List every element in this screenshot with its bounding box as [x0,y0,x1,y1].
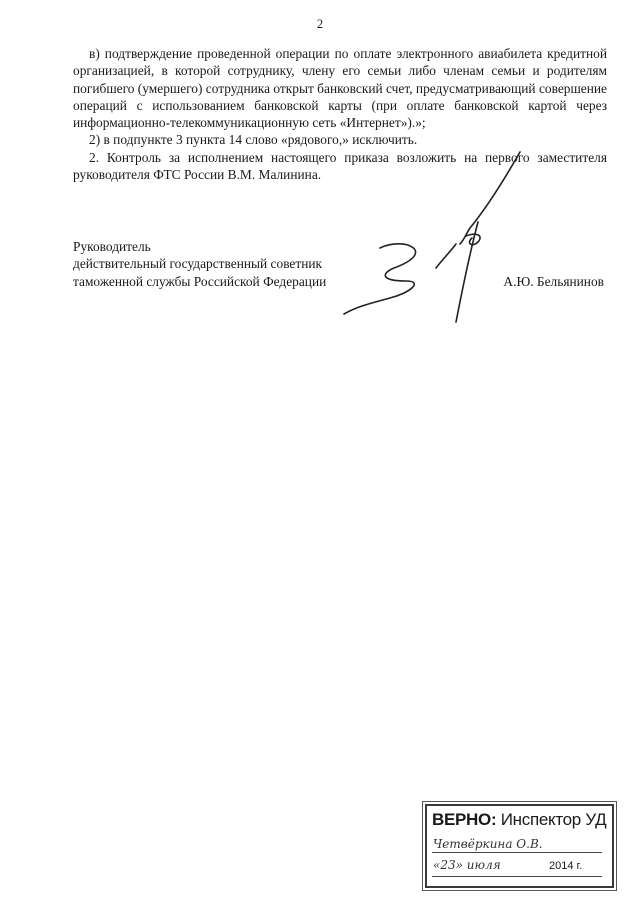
stamp-underline [432,876,602,877]
stamp-verified-label: ВЕРНО: [432,810,497,829]
stamp-date-month: июля [466,858,501,872]
paragraph-control: 2. Контроль за исполнением настоящего приказа возложить на первого заместителя руководителя ФТС России В.М. Малинина. [73,149,607,183]
stamp-underline [432,852,602,853]
stamp-date [433,858,501,872]
page-number: 2 [316,17,324,31]
stamp-year: 2014 г. [549,860,583,872]
signatory-name: А.Ю. Бельянинов [503,273,604,289]
signatory-service: таможенной службы Российской Федерации [73,273,327,289]
signatory-title: Руководитель [73,239,151,254]
signatory-rank: действительный государственный советник [73,256,323,272]
handwritten-signature [320,140,530,340]
verification-stamp [425,804,614,888]
stamp-date-day: «23» [433,858,463,872]
paragraph-amendment-2: 2) в подпункте 3 пункта 14 слово «рядового,» исключить. [89,132,418,148]
stamp-position: Инспектор УД [500,810,607,829]
stamp-inspector-name: Четвёркина О.В. [433,837,543,851]
paragraph-clause-v: в) подтверждение проведенной операции по оплате электронного авиабилета кредитной организацией, в которой сотруднику, члену его семьи либо членам семьи и родителям погибшего (умершего) сотрудника открыт банковский счет, предусматривающий совершение операций с использованием банковской карты (при оплате банковской картой через информационно-телекоммуникационную сеть «Интернет»).»; [73,46,607,131]
